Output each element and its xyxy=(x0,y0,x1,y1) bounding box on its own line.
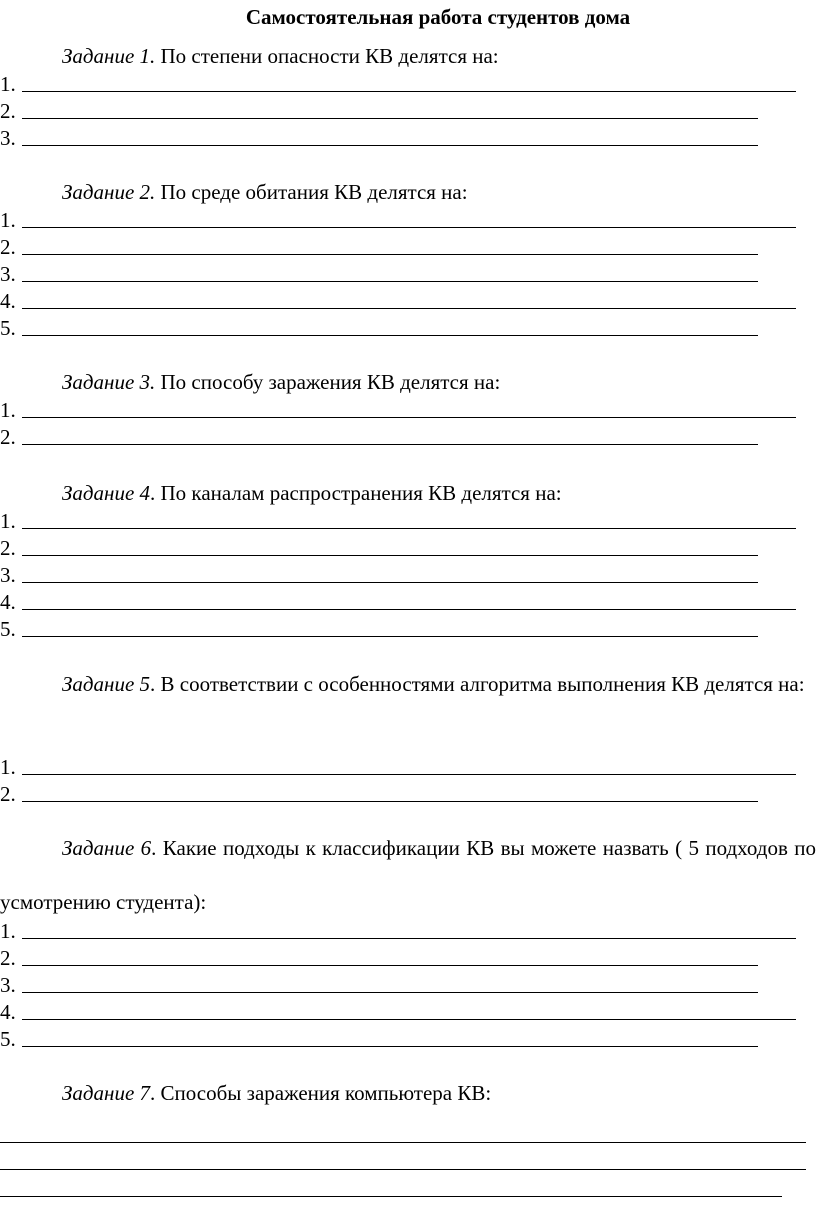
task-label: Задание 5 xyxy=(62,672,151,696)
task-label: Задание 1 xyxy=(62,44,151,68)
answer-line xyxy=(22,91,796,92)
answer-row[interactable]: 1. xyxy=(0,398,800,424)
task-label: Задание 2 xyxy=(62,180,151,204)
answer-line[interactable] xyxy=(0,1196,782,1197)
answer-line xyxy=(22,1019,796,1020)
answer-line xyxy=(22,335,758,336)
answer-line xyxy=(22,774,796,775)
task-text: По способу заражения КВ делятся на: xyxy=(155,370,501,394)
answer-row[interactable]: 5. xyxy=(0,1027,800,1053)
answer-row[interactable]: 1. xyxy=(0,919,800,945)
task-1-prompt: Задание 1. По степени опасности КВ делятся на: xyxy=(62,44,499,68)
task-label: Задание 3 xyxy=(62,370,151,394)
answer-line xyxy=(22,281,758,282)
answer-line xyxy=(22,254,758,255)
answer-row[interactable]: 3. xyxy=(0,563,800,589)
answer-row[interactable]: 3. xyxy=(0,126,800,152)
answer-row[interactable]: 4. xyxy=(0,590,800,616)
answer-row[interactable]: 1. xyxy=(0,509,800,535)
answer-line xyxy=(22,609,796,610)
answer-line[interactable] xyxy=(0,1142,806,1143)
answer-line xyxy=(22,1046,758,1047)
answer-row[interactable]: 1. xyxy=(0,755,800,781)
answer-row[interactable]: 2. xyxy=(0,946,800,972)
answer-row[interactable]: 4. xyxy=(0,289,800,315)
answer-row[interactable]: 3. xyxy=(0,262,800,288)
answer-line xyxy=(22,145,758,146)
answer-row[interactable]: 4. xyxy=(0,1000,800,1026)
task-label: Задание 7 xyxy=(62,1081,151,1105)
task-6-prompt: Задание 6. Какие подходы к классификации КВ вы можете назвать ( 5 подходов по усмотрению студента): xyxy=(0,836,816,914)
answer-line xyxy=(22,992,758,993)
task-text: В соответствии с особенностями алгоритма выполнения КВ делятся на: xyxy=(155,672,805,696)
task-label: Задание 6 xyxy=(62,836,152,860)
answer-line xyxy=(22,444,758,445)
task-text: По степени опасности КВ делятся на: xyxy=(155,44,499,68)
answer-row[interactable]: 5. xyxy=(0,316,800,342)
answer-row[interactable]: 2. xyxy=(0,782,800,808)
answer-line xyxy=(22,636,758,637)
answer-line xyxy=(22,965,758,966)
answer-row[interactable]: 2. xyxy=(0,536,800,562)
answer-line xyxy=(22,938,796,939)
task-7-prompt: Задание 7. Способы заражения компьютера КВ: xyxy=(62,1081,492,1105)
answer-row[interactable]: 2. xyxy=(0,425,800,451)
task-3-prompt: Задание 3. По способу заражения КВ делятся на: xyxy=(62,370,501,394)
task-label: Задание 4 xyxy=(62,481,151,505)
answer-row[interactable]: 5. xyxy=(0,617,800,643)
answer-row[interactable]: 2. xyxy=(0,99,800,125)
task-text: Способы заражения компьютера КВ: xyxy=(155,1081,492,1105)
answer-line xyxy=(22,555,758,556)
answer-line[interactable] xyxy=(0,1169,806,1170)
answer-row[interactable]: 3. xyxy=(0,973,800,999)
task-text: По каналам распространения КВ делятся на: xyxy=(155,481,562,505)
answer-row[interactable]: 1. xyxy=(0,208,800,234)
answer-line xyxy=(22,417,796,418)
answer-line xyxy=(22,118,758,119)
answer-line xyxy=(22,528,796,529)
answer-line xyxy=(22,582,758,583)
answer-line xyxy=(22,227,796,228)
answer-row[interactable]: 2. xyxy=(0,235,800,261)
task-2-prompt: Задание 2. По среде обитания КВ делятся на: xyxy=(62,180,468,204)
task-5-prompt: Задание 5. В соответствии с особенностями алгоритма выполнения КВ делятся на: xyxy=(62,672,805,696)
answer-line xyxy=(22,801,758,802)
task-text: Какие подходы к классификации КВ вы можете назвать ( 5 подходов по усмотрению студента): xyxy=(0,836,816,914)
task-text: По среде обитания КВ делятся на: xyxy=(155,180,468,204)
task-4-prompt: Задание 4. По каналам распространения КВ делятся на: xyxy=(62,481,562,505)
page-title: Самостоятельная работа студентов дома xyxy=(245,5,631,29)
answer-line xyxy=(22,308,796,309)
answer-row[interactable]: 1. xyxy=(0,72,800,98)
